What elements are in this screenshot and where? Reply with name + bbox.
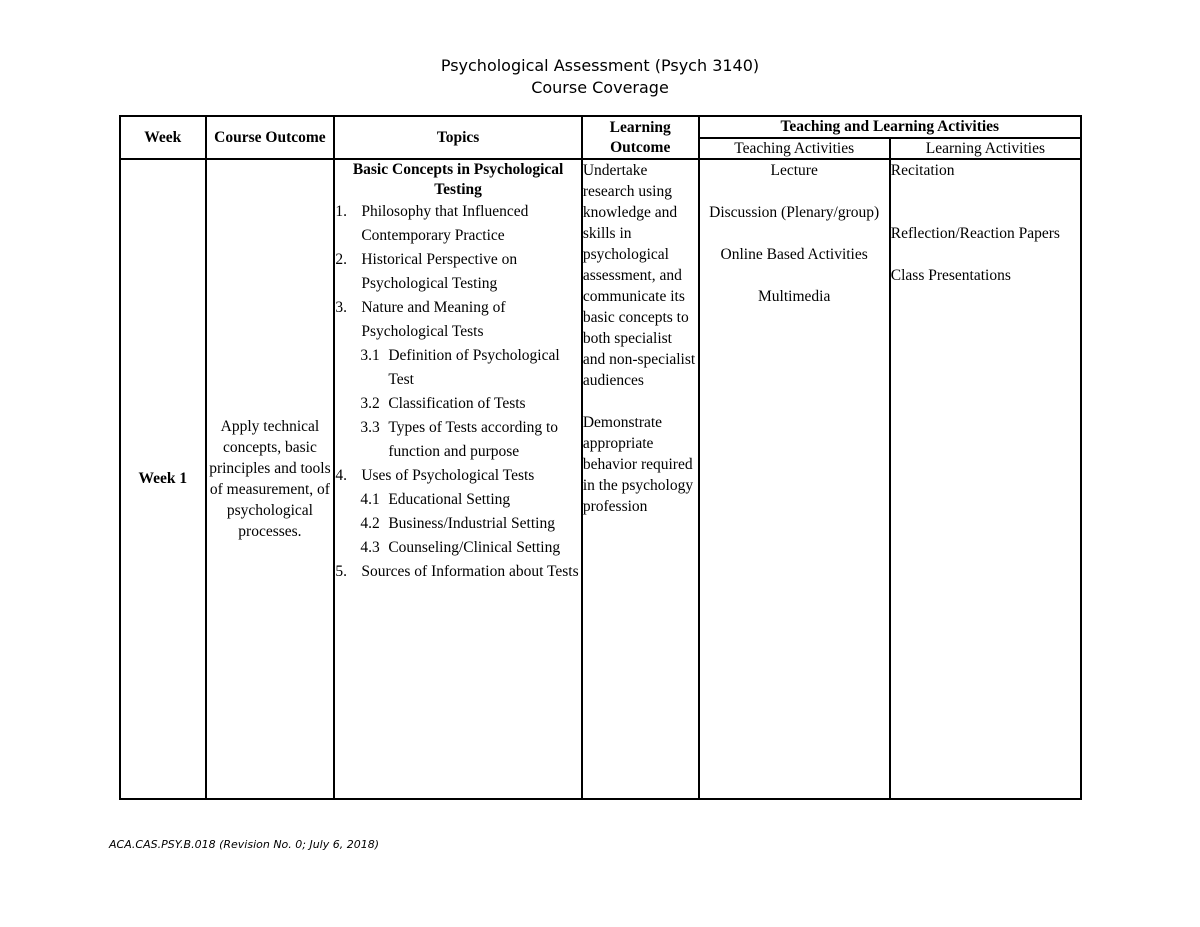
header-week: Week — [120, 116, 206, 159]
list-subitem: 3.2 Classification of Tests — [360, 395, 526, 412]
learning-activity: Class Presentations — [890, 267, 1011, 284]
teaching-activity: Discussion (Plenary/group) — [709, 204, 880, 221]
document-footer: ACA.CAS.PSY.B.018 (Revision No. 0; July 6, 2018) — [109, 838, 380, 851]
learning-outcome-2: Demonstrate appropriate behavior required in the psychology profession — [582, 414, 694, 515]
list-subitem: 3.3 Types of Tests according to function and purpose — [360, 419, 559, 460]
teaching-activity: Multimedia — [758, 288, 831, 305]
header-topics: Topics — [334, 116, 582, 159]
topic-list — [335, 200, 581, 584]
week-cell: Week 1 — [120, 159, 206, 799]
header-course-outcome: Course Outcome — [206, 116, 335, 159]
topics-heading: Basic Concepts in Psychological Testing — [352, 161, 564, 198]
course-coverage-table — [119, 115, 1082, 800]
teaching-activities-cell — [699, 159, 890, 799]
list-subitem: 3.1 Definition of Psychological Test — [360, 347, 560, 388]
list-item: 5. Sources of Information about Tests — [335, 563, 579, 580]
learning-activity: Reflection/Reaction Papers — [890, 225, 1060, 242]
header-learning-outcome: Learning Outcome — [582, 116, 699, 159]
header-learning-activities: Learning Activities — [890, 138, 1081, 159]
document-header — [0, 55, 1200, 99]
learning-activities-cell — [890, 159, 1081, 799]
teaching-activity: Lecture — [770, 162, 818, 179]
list-subitem: 4.3 Counseling/Clinical Setting — [360, 539, 561, 556]
list-item: 3. Nature and Meaning of Psychological Tests — [335, 299, 506, 340]
topics-cell — [334, 159, 582, 799]
document-title: Psychological Assessment (Psych 3140) — [440, 56, 760, 75]
learning-outcome-cell — [582, 159, 699, 799]
table-row — [120, 159, 1081, 799]
list-item: 2. Historical Perspective on Psychological Testing — [335, 251, 518, 292]
learning-activity: Recitation — [890, 162, 955, 179]
document-subtitle: Course Coverage — [531, 78, 669, 97]
header-teaching-activities: Teaching Activities — [699, 138, 890, 159]
teaching-activity: Online Based Activities — [720, 246, 868, 263]
list-item: 4. Uses of Psychological Tests — [335, 467, 535, 484]
list-subitem: 4.1 Educational Setting — [360, 491, 511, 508]
list-subitem: 4.2 Business/Industrial Setting — [360, 515, 555, 532]
learning-outcome-1: Undertake research using knowledge and skills in psychological assessment, and communicate its basic concepts to both specialist and non-specialist audiences — [582, 162, 696, 389]
list-item: 1. Philosophy that Influenced Contemporary Practice — [335, 203, 529, 244]
course-outcome-cell: Apply technical concepts, basic principles and tools of measurement, of psychological processes. — [206, 159, 335, 799]
header-teaching-learning-activities: Teaching and Learning Activities — [699, 116, 1081, 138]
